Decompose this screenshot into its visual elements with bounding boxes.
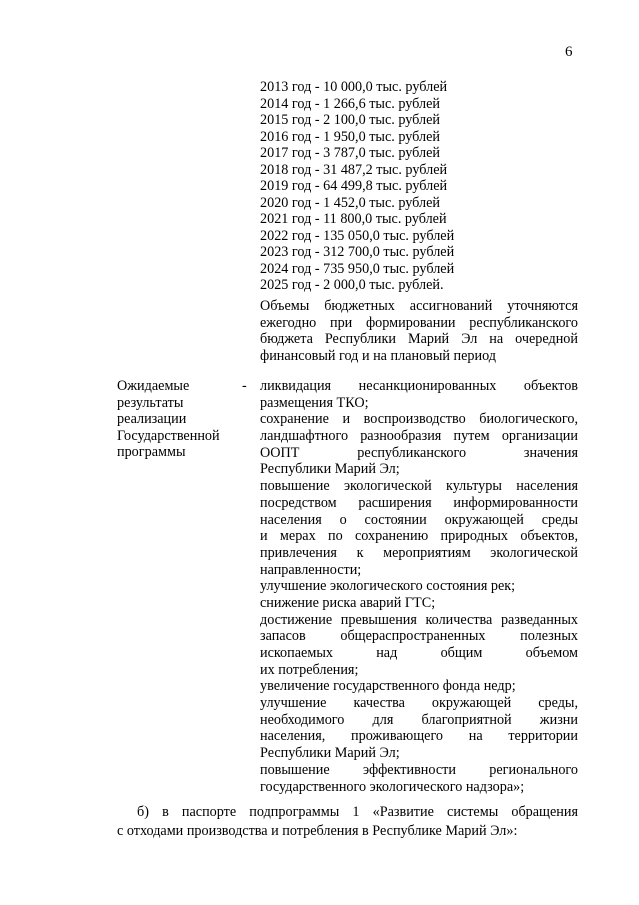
result-line: населения о состоянии окружающей среды xyxy=(260,511,578,528)
label-line: реализации xyxy=(117,411,187,427)
paragraph-line-1: б) в паспорте подпрограммы 1 «Развитие системы обращения xyxy=(137,804,578,820)
label-line: Ожидаемые xyxy=(117,378,190,394)
result-line: направленности; xyxy=(260,561,362,578)
funding-year-2025: 2025 год - 2 000,0 тыс. рублей. xyxy=(260,277,444,293)
result-line: улучшение качества окружающей среды, xyxy=(260,695,578,712)
paragraph-line-2: с отходами производства и потребления в Республике Марий Эл»: xyxy=(117,823,518,839)
label-dash: - xyxy=(242,378,247,394)
funding-year-2022: 2022 год - 135 050,0 тыс. рублей xyxy=(260,227,455,244)
result-line: ископаемых над общим объемом xyxy=(260,645,578,661)
label-line: результаты xyxy=(117,394,184,411)
expected-results-list xyxy=(260,378,578,795)
result-line: достижение превышения количества разведанных xyxy=(260,611,578,628)
result-line: государственного экологического надзора»; xyxy=(260,778,525,795)
funding-year-2018: 2018 год - 31 487,2 тыс. рублей xyxy=(260,161,448,178)
funding-year-2014: 2014 год - 1 266,6 тыс. рублей xyxy=(260,95,440,112)
page-number: 6 xyxy=(565,44,573,60)
result-line: сохранение и воспроизводство биологического, xyxy=(260,411,578,428)
result-line: снижение риска аварий ГТС; xyxy=(260,594,436,611)
result-line: необходимого для благоприятной жизни xyxy=(260,711,578,728)
result-line: повышение экологической культуры населения xyxy=(260,478,578,495)
result-line: ликвидация несанкционированных объектов xyxy=(260,378,578,394)
result-line: размещения ТКО; xyxy=(260,394,369,411)
result-line: запасов общераспространенных полезных xyxy=(260,628,578,645)
result-line: улучшение экологического состояния рек; xyxy=(260,578,516,595)
funding-year-2015: 2015 год - 2 100,0 тыс. рублей xyxy=(260,112,440,128)
funding-year-2013: 2013 год - 10 000,0 тыс. рублей xyxy=(260,79,448,95)
result-line: привлечения к мероприятиям экологической xyxy=(260,544,578,561)
funding-year-2017: 2017 год - 3 787,0 тыс. рублей xyxy=(260,145,440,161)
funding-year-2016: 2016 год - 1 950,0 тыс. рублей xyxy=(260,128,440,145)
result-line: Республики Марий Эл; xyxy=(260,461,400,478)
funding-by-year-list xyxy=(260,79,580,294)
result-line: и мерах по сохранению природных объектов, xyxy=(260,528,578,545)
result-line: посредством расширения информированности xyxy=(260,494,578,511)
result-line: повышение эффективности регионального xyxy=(260,761,578,778)
result-line: ландшафтного разнообразия путем организации xyxy=(260,428,578,445)
result-line: населения, проживающего на территории xyxy=(260,728,578,745)
result-line: увеличение государственного фонда недр; xyxy=(260,678,516,695)
funding-year-2020: 2020 год - 1 452,0 тыс. рублей xyxy=(260,194,440,211)
subprogram-paragraph xyxy=(117,803,578,841)
funding-year-2019: 2019 год - 64 499,8 тыс. рублей xyxy=(260,178,448,194)
result-line: Республики Марий Эл; xyxy=(260,745,400,762)
label-line: программы xyxy=(117,444,186,460)
funding-year-2024: 2024 год - 735 950,0 тыс. рублей xyxy=(260,260,455,277)
funding-note: Объемы бюджетных ассигнований уточняются ежегодно при формировании республиканского бюджета Республики Марий Эл на очередной финансовый год и на плановый период xyxy=(260,298,578,364)
funding-year-2023: 2023 год - 312 700,0 тыс. рублей xyxy=(260,244,455,260)
result-line: их потребления; xyxy=(260,661,359,678)
label-line: Государственной xyxy=(117,427,220,444)
funding-year-2021: 2021 год - 11 800,0 тыс. рублей xyxy=(260,211,447,227)
expected-results-label xyxy=(117,378,237,461)
result-line: ООПТ республиканского значения xyxy=(260,444,578,461)
